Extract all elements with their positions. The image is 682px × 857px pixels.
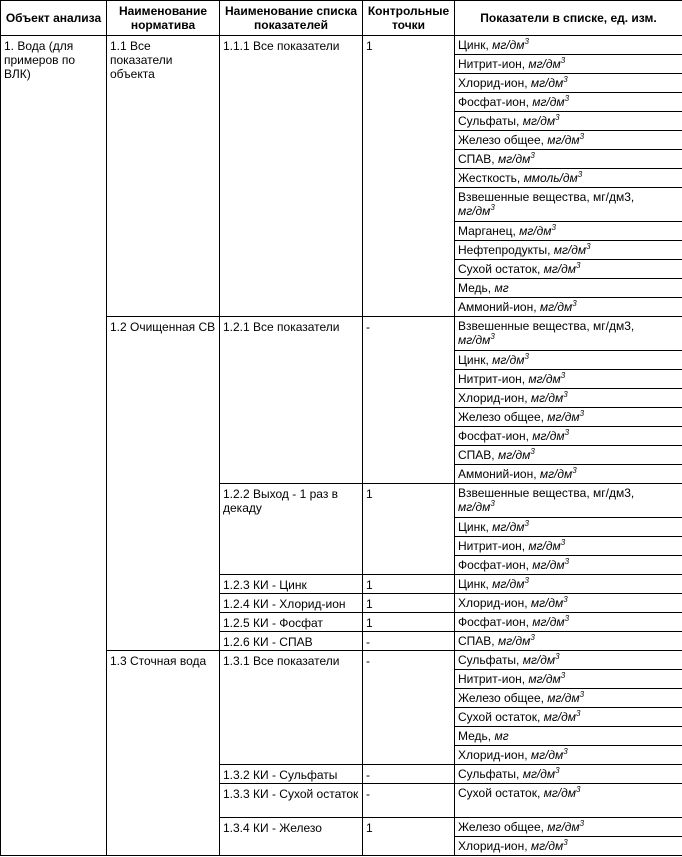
control-point-cell: - [363,765,455,784]
indicator-name: Аммоний-ион, [458,300,540,314]
indicator-unit: $мг/дм^3$ [539,299,577,314]
unit-exponent: 3 [560,56,566,65]
table-row [1,36,682,55]
indicator-name: Хлорид-ион, [458,391,531,405]
control-point-cell: - [363,784,455,818]
control-point-cell: 1 [363,575,455,594]
unit-exponent: 3 [524,37,529,46]
indicator-cell [455,222,682,241]
list-name-cell: 1.2.1 Все показатели [220,317,363,484]
header-points: Контрольные точки [363,1,455,36]
indicator-unit: $мг/дм^3$ [458,332,495,347]
unit-exponent: 3 [560,671,566,680]
unit-exponent: 3 [579,409,585,418]
indicator-cell [455,837,682,856]
indicator-name: Фосфат-ион, [458,429,533,443]
unit-exponent: 3 [575,261,581,270]
indicator-unit: $мг/дм^3$ [528,56,566,71]
indicator-cell [455,670,682,689]
indicator-unit: $мг/дм^3$ [539,466,577,481]
indicator-cell [455,389,682,408]
unit-exponent: 3 [575,785,581,794]
indicator-unit: $мг/дм^3$ [519,223,556,238]
indicator-unit: $мг/дм^3$ [492,576,529,591]
header-norm: Наименование норматива [107,1,220,36]
unit-exponent: 3 [490,499,495,508]
list-name-cell: 1.2.2 Выход - 1 раз в декаду [220,484,363,575]
indicator-name: Нитрит-ион, [458,372,529,386]
unit-exponent: 3 [524,519,529,528]
indicator-name: Хлорид-ион, [458,76,531,90]
indicator-cell [455,298,682,317]
indicator-unit: $мг/дм^3$ [543,261,581,276]
unit-exponent: 3 [579,132,585,141]
indicator-cell [455,818,682,837]
indicator-cell [455,112,682,131]
unit-exponent: 3 [564,557,570,566]
indicator-cell [455,446,682,465]
list-name-cell: 1.3.3 КИ - Сухой остаток [220,784,363,818]
indicator-name: Хлорид-ион, [458,748,531,762]
indicator-cell [455,651,682,670]
indicator-cell [455,36,682,55]
unit-exponent: 3 [563,747,568,756]
unit-exponent: 3 [555,113,560,122]
indicator-cell [455,260,682,279]
unit-exponent: 3 [579,819,585,828]
indicator-cell [455,784,682,818]
indicator-cell [455,632,682,651]
indicator-cell [455,279,682,298]
indicator-name: Взвешенные вещества, мг/дм3, [458,486,635,500]
list-name-cell: 1.3.2 КИ - Сульфаты [220,765,363,784]
indicator-unit: $мг/дм^3$ [522,113,560,128]
indicator-unit: мг [494,281,509,295]
indicator-name: СПАВ, [458,152,498,166]
indicator-unit: $мг/дм^3$ [532,557,570,572]
unit-exponent: 3 [586,242,591,251]
unit-exponent: 3 [555,652,560,661]
control-point-cell: - [363,317,455,484]
list-name-cell: 1.2.5 КИ - Фосфат [220,613,363,632]
indicator-unit: $мг/дм^3$ [532,94,570,109]
indicator-unit: $мг/дм^3$ [458,203,495,218]
indicator-cell [455,594,682,613]
unit-exponent: 3 [575,709,581,718]
indicator-unit: $мг/дм^3$ [492,352,529,367]
object-cell: 1. Вода (для примеров по ВЛК) [1,36,107,856]
indicator-name: Сухой остаток, [458,786,544,800]
indicator-cell [455,708,682,727]
indicator-unit: $мг/дм^3$ [547,409,585,424]
unit-exponent: 3 [490,203,495,212]
indicator-cell [455,131,682,150]
indicator-cell [455,465,682,484]
indicator-unit: $мг/дм^3$ [497,447,535,462]
indicator-name: Медь, [458,281,495,295]
indicator-cell [455,408,682,427]
unit-exponent: 3 [530,633,535,642]
unit-exponent: 3 [563,838,568,847]
indicator-cell [455,188,682,222]
unit-exponent: 3 [563,595,568,604]
indicator-cell [455,765,682,784]
indicator-unit: $мг/дм^3$ [547,819,585,834]
indicator-name: Хлорид-ион, [458,839,531,853]
indicator-cell [455,537,682,556]
unit-exponent: 3 [577,170,583,179]
indicator-cell [455,518,682,537]
indicator-unit: $мг/дм^3$ [528,538,566,553]
indicator-unit: $мг/дм^3$ [530,747,568,762]
indicator-unit: $мг/дм^3$ [532,614,570,629]
norm-cell: 1.1 Все показатели объекта [107,36,220,317]
indicator-name: Сульфаты, [458,767,523,781]
indicator-cell [455,74,682,93]
indicator-unit: $мг/дм^3$ [492,37,529,52]
indicator-unit: $мг/дм^3$ [528,671,566,686]
indicator-name: Нефтепродукты, [458,243,554,257]
list-name-cell: 1.1.1 Все показатели [220,36,363,317]
unit-exponent: 3 [564,94,570,103]
indicator-unit: $мг/дм^3$ [530,838,568,853]
indicator-name: Фосфат-ион, [458,615,533,629]
indicator-name: Сухой остаток, [458,262,544,276]
indicator-name: Железо общее, [458,691,548,705]
indicator-cell [455,169,682,188]
norm-cell: 1.2 Очищенная СВ [107,317,220,651]
header-row [1,1,682,36]
list-name-cell: 1.2.3 КИ - Цинк [220,575,363,594]
control-point-cell: 1 [363,818,455,856]
indicator-name: Цинк, [458,520,493,534]
indicator-unit: $мг/дм^3$ [530,595,568,610]
unit-exponent: 3 [564,428,570,437]
list-name-cell: 1.2.6 КИ - СПАВ [220,632,363,651]
indicator-cell [455,317,682,351]
indicator-name: Фосфат-ион, [458,558,533,572]
control-point-cell: 1 [363,36,455,317]
indicator-unit: $мг/дм^3$ [497,151,535,166]
indicator-name: Нитрит-ион, [458,539,529,553]
list-name-cell: 1.3.4 КИ - Железо [220,818,363,856]
indicator-name: Железо общее, [458,410,548,424]
unit-exponent: 3 [490,332,495,341]
unit-exponent: 3 [524,576,529,585]
header-list: Наименование списка показателей [220,1,363,36]
indicator-unit: $мг/дм^3$ [530,390,568,405]
indicator-unit: ммоль/$дм^3$ [523,170,583,185]
indicator-name: Сульфаты, [458,653,523,667]
indicator-unit: $мг/дм^3$ [497,633,535,648]
unit-exponent: 3 [524,352,529,361]
indicator-cell [455,689,682,708]
indicator-unit: $мг/дм^3$ [522,766,560,781]
indicator-name: Цинк, [458,38,493,52]
control-point-cell: 1 [363,613,455,632]
unit-exponent: 3 [564,614,570,623]
indicator-unit: $мг/дм^3$ [547,690,585,705]
control-point-cell: - [363,632,455,651]
indicator-name: Нитрит-ион, [458,57,529,71]
indicator-unit: $мг/дм^3$ [522,652,560,667]
indicator-name: Медь, [458,729,495,743]
indicator-unit: $мг/дм^3$ [532,428,570,443]
indicator-unit: $мг/дм^3$ [543,785,581,800]
indicator-cell [455,370,682,389]
indicator-unit: $мг/дм^3$ [530,75,568,90]
header-object: Объект анализа [1,1,107,36]
indicator-unit: $мг/дм^3$ [492,519,529,534]
unit-exponent: 3 [563,75,568,84]
indicator-name: Марганец, [458,224,520,238]
indicator-unit: мг [494,729,509,743]
unit-exponent: 3 [530,151,535,160]
norm-cell: 1.3 Сточная вода [107,651,220,856]
unit-exponent: 3 [572,466,577,475]
indicator-cell [455,150,682,169]
indicator-cell [455,484,682,518]
indicator-name: Железо общее, [458,133,548,147]
control-point-cell: 1 [363,484,455,575]
indicator-unit: $мг/дм^3$ [547,132,585,147]
indicator-name: СПАВ, [458,448,498,462]
header-indicators: Показатели в списке, ед. изм. [455,1,682,36]
unit-exponent: 3 [560,371,566,380]
unit-exponent: 3 [563,390,568,399]
indicator-name: Аммоний-ион, [458,467,540,481]
indicator-cell [455,93,682,112]
indicator-name: Взвешенные вещества, мг/дм3, [458,319,635,333]
indicator-name: Сухой остаток, [458,710,544,724]
unit-exponent: 3 [551,223,556,232]
indicator-name: Железо общее, [458,820,548,834]
indicator-name: Фосфат-ион, [458,95,533,109]
indicator-name: СПАВ, [458,634,498,648]
indicator-cell [455,427,682,446]
control-point-cell: 1 [363,594,455,613]
indicator-cell [455,556,682,575]
indicator-unit: $мг/дм^3$ [543,709,581,724]
indicator-cell [455,575,682,594]
indicator-cell [455,746,682,765]
unit-exponent: 3 [560,538,566,547]
indicator-name: Сульфаты, [458,114,523,128]
indicator-cell [455,351,682,370]
list-name-cell: 1.3.1 Все показатели [220,651,363,765]
indicator-unit: $мг/дм^3$ [458,499,495,514]
indicator-unit: $мг/дм^3$ [553,242,591,257]
indicator-unit: $мг/дм^3$ [528,371,566,386]
indicator-name: Цинк, [458,353,493,367]
unit-exponent: 3 [555,766,560,775]
indicator-name: Цинк, [458,577,493,591]
indicator-cell [455,241,682,260]
control-point-cell: - [363,651,455,765]
indicator-cell [455,727,682,746]
unit-exponent: 3 [530,447,535,456]
indicator-cell [455,55,682,74]
unit-exponent: 3 [572,299,577,308]
indicator-name: Жесткость, [458,171,524,185]
indicator-name: Хлорид-ион, [458,596,531,610]
list-name-cell: 1.2.4 КИ - Хлорид-ион [220,594,363,613]
indicator-name: Нитрит-ион, [458,672,529,686]
indicator-cell [455,613,682,632]
indicator-name: Взвешенные вещества, мг/дм3, [458,190,635,204]
unit-exponent: 3 [579,690,585,699]
